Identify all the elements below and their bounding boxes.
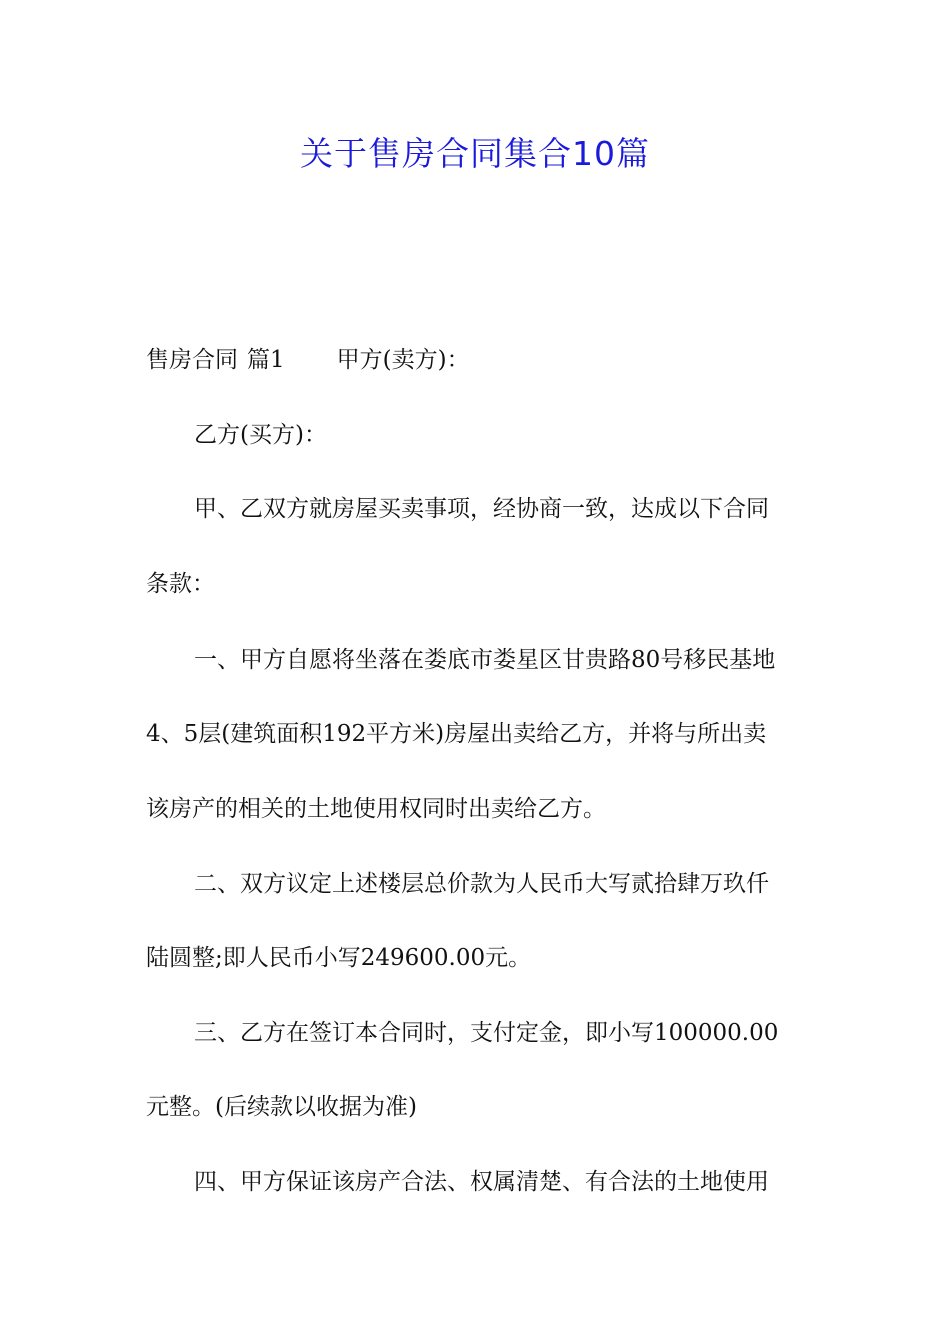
clause-1-line-2: 4、5层(建筑面积192平方米)房屋出卖给乙方，并将与所出卖 bbox=[146, 721, 767, 747]
contract-number: 篇1 bbox=[247, 347, 285, 373]
clause-2-line-2: 陆圆整;即人民币小写249600.00元。 bbox=[146, 945, 532, 971]
document-title: 关于售房合同集合10篇 bbox=[300, 134, 650, 173]
clause-4-line-1: 四、甲方保证该房产合法、权属清楚、有合法的土地使用 bbox=[194, 1169, 769, 1195]
clause-3-line-2: 元整。(后续款以收据为准) bbox=[146, 1094, 417, 1120]
clause-1-line-1: 一、甲方自愿将坐落在娄底市娄星区甘贵路80号移民基地 bbox=[194, 647, 776, 673]
party-b-label: 乙方(买方)： bbox=[194, 422, 327, 448]
clause-3-line-1: 三、乙方在签订本合同时，支付定金，即小写100000.00 bbox=[194, 1020, 779, 1046]
clause-2-line-1: 二、双方议定上述楼层总价款为人民币大写贰拾肆万玖仟 bbox=[194, 871, 769, 897]
contract-heading-line bbox=[146, 345, 470, 375]
clause-1-line-3: 该房产的相关的土地使用权同时出卖给乙方。 bbox=[146, 796, 606, 822]
paragraph-intro-line-2: 条款： bbox=[146, 571, 215, 597]
contract-name: 售房合同 bbox=[146, 347, 238, 373]
party-a-label: 甲方(卖方)： bbox=[336, 347, 470, 373]
paragraph-intro-line-1: 甲、乙双方就房屋买卖事项，经协商一致，达成以下合同 bbox=[194, 496, 769, 522]
